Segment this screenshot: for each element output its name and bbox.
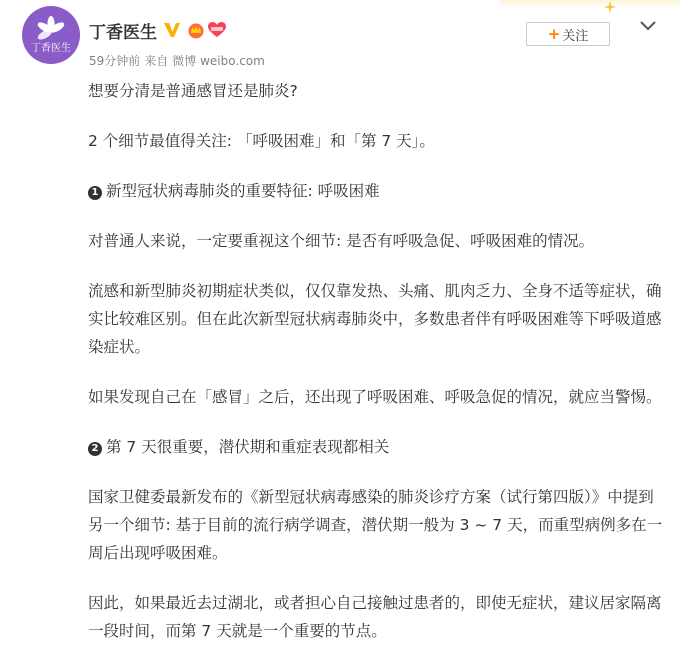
post-paragraph: 对普通人来说，一定要重视这个细节: 是否有呼吸急促、呼吸困难的情况。 (88, 232, 595, 250)
post-paragraph: 流感和新型肺炎初期症状类似，仅仅靠发热、头痛、肌肉乏力、全身不适等症状，确实比较难区别。但在此次新型冠状病毒肺炎中，多数患者伴有呼吸困难等下呼吸道感染症状。 (88, 282, 662, 356)
sparkle-icon (604, 1, 616, 13)
crown-icon (187, 21, 205, 39)
section-heading-text: 第 7 天很重要，潜伏期和重症表现都相关 (106, 438, 390, 456)
number-badge-1: 1 (88, 186, 102, 200)
avatar[interactable] (22, 6, 80, 64)
post-paragraph: 想要分清是普通感冒还是肺炎? (88, 82, 298, 100)
flower-logo-icon (36, 16, 66, 42)
post-content (88, 77, 668, 645)
chevron-down-icon[interactable] (640, 20, 656, 32)
avatar-label: 丁香医生 (31, 43, 71, 54)
section-heading (88, 433, 668, 461)
section-heading-text: 新型冠状病毒肺炎的重要特征: 呼吸困难 (106, 182, 380, 200)
section-heading (88, 177, 668, 205)
top-highlight-glow (500, 0, 680, 8)
number-badge-2: 2 (88, 442, 102, 456)
post-paragraph: 2 个细节最值得关注: 「呼吸困难」和「第 7 天」。 (88, 132, 435, 150)
post-paragraph: 如果发现自己在「感冒」之后，还出现了呼吸困难、呼吸急促的情况，就应当警惕。 (88, 388, 662, 406)
author-row (89, 17, 226, 43)
post-meta (89, 52, 265, 69)
verified-v-icon (163, 21, 181, 39)
plus-icon: + (547, 25, 561, 43)
post-time[interactable]: 59分钟前 (89, 54, 141, 68)
follow-button[interactable] (526, 22, 610, 46)
heart-badge-icon (208, 22, 226, 38)
post-source[interactable]: 微博 weibo.com (172, 54, 265, 68)
source-prefix: 来自 (144, 54, 169, 68)
post-paragraph: 国家卫健委最新发布的《新型冠状病毒感染的肺炎诊疗方案（试行第四版）》中提到另一个细节: 基于目前的流行病学调查，潜伏期一般为 3 ~ 7 天，而重型病例多在一周后出现呼吸困难。 (88, 488, 663, 562)
post-paragraph: 因此，如果最近去过湖北，或者担心自己接触过患者的，即使无症状，建议居家隔离一段时间，而第 7 天就是一个重要的节点。 (88, 594, 662, 640)
follow-label: 关注 (562, 28, 589, 44)
author-name[interactable]: 丁香医生 (89, 22, 157, 43)
